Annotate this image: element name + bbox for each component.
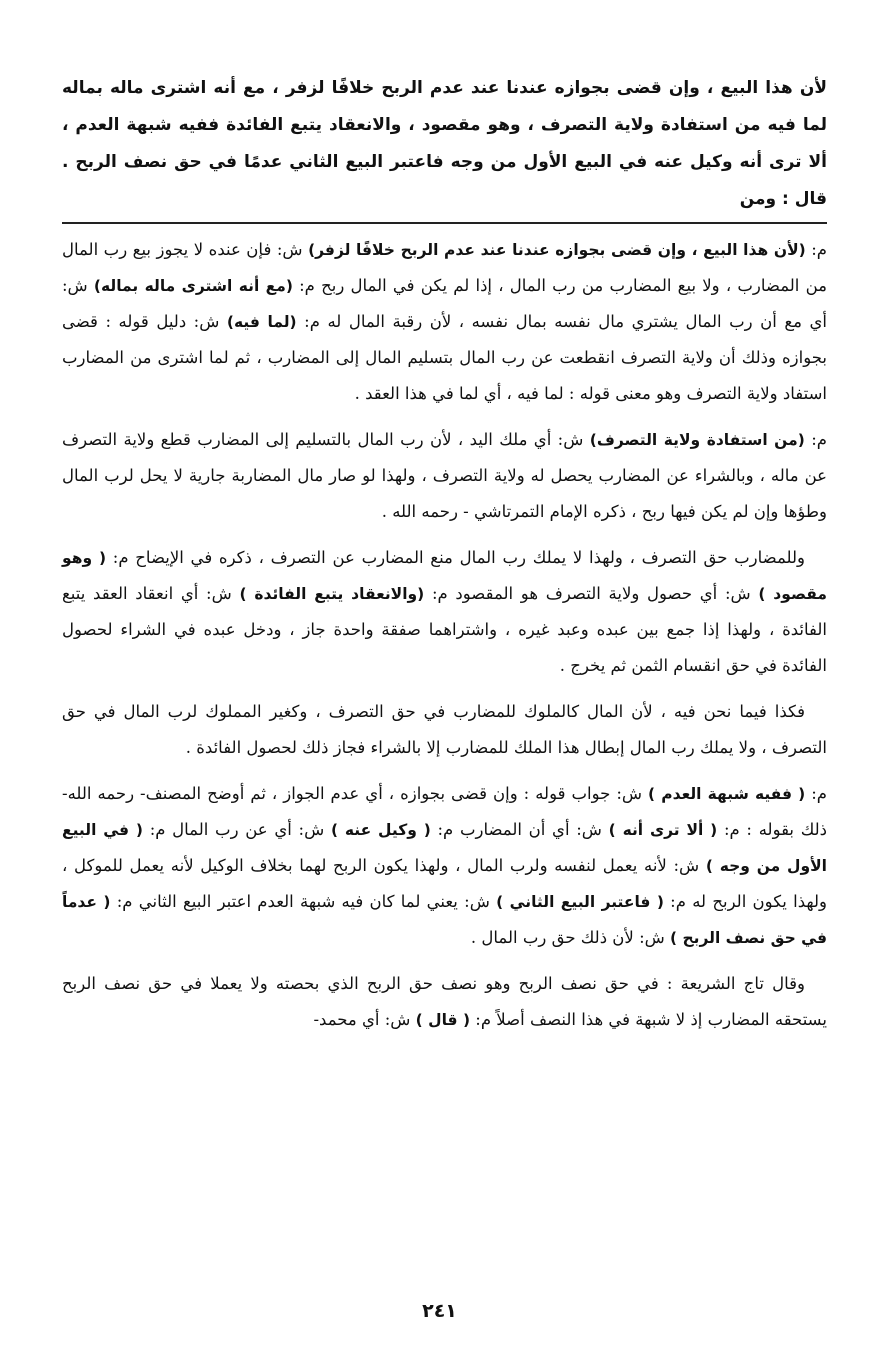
quoted-matn: ( عدماً في حق نصف الربح ) bbox=[62, 893, 827, 947]
segment: ش: أي انعقاد العقد يتبع الفائدة ، ولهذا إذا جمع بين عبده وعبد غيره ، واشتراهما صفقة واحدة جاز ، ودخل عبده في الشراء لحصول الفائدة في حق انقسام الثمن ثم يخرج . bbox=[62, 584, 827, 675]
quoted-matn: (مع أنه اشترى ماله بماله) bbox=[93, 277, 293, 295]
segment: ش: أي مع أن رب المال يشتري مال نفسه بمال نفسه ، لأن رقبة المال له م: bbox=[62, 276, 827, 331]
quoted-matn: (لأن هذا البيع ، وإن قضى بجوازه عندنا عند عدم الربح خلافًا لزفر) bbox=[308, 241, 806, 259]
segment: ش: أي محمد- bbox=[313, 1010, 416, 1029]
quoted-matn: (والانعقاد يتبع الفائدة ) bbox=[239, 585, 425, 603]
quoted-matn: ( وهو مقصود ) bbox=[62, 549, 827, 603]
segment: ش: أي عن رب المال م: bbox=[143, 820, 331, 839]
quoted-matn: (من استفادة ولاية التصرف) bbox=[589, 431, 805, 449]
segment: ش: أي حصول ولاية التصرف هو المقصود م: bbox=[424, 584, 759, 603]
commentary-paragraph-2 bbox=[62, 422, 827, 530]
segment: ش: دليل قوله : قضى بجوازه وذلك أن ولاية التصرف انقطعت عن رب المال بتسليم المال إلى المضارب ، ثم لما اشترى من المضارب استفاد ولاية التصرف وهو معنى قوله : لما فيه ، أي لما في هذا العقد . bbox=[62, 312, 827, 403]
segment: ش: لأن ذلك حق رب المال . bbox=[470, 928, 671, 947]
main-text-block bbox=[62, 70, 827, 218]
segment: ش: لأنه يعمل لنفسه ولرب المال ، ولهذا يكون الربح لهما بخلاف الوكيل لأنه يعمل للموكل ، ولهذا يكون الربح له م: bbox=[62, 856, 827, 911]
quoted-matn: (لما فيه) bbox=[226, 313, 297, 331]
quoted-matn: ( ففيه شبهة العدم ) bbox=[648, 785, 806, 803]
commentary-paragraph-4 bbox=[62, 694, 827, 766]
commentary-paragraph-3 bbox=[62, 540, 827, 684]
segment: م: bbox=[804, 430, 827, 449]
segment: ش: جواب قوله : وإن قضى بجوازه ، أي عدم الجواز ، ثم أوضح المصنف- رحمه الله- ذلك بقوله : م: bbox=[62, 784, 828, 839]
segment: م: bbox=[805, 784, 827, 803]
commentary-block bbox=[62, 232, 827, 1048]
segment: ش: أي ملك اليد ، لأن رب المال بالتسليم إلى المضارب قطع ولاية التصرف عن ماله ، وبالشراء عن المضارب يحصل له ولاية التصرف ، ولهذا لو صار مال المضاربة جارية لا يحل لرب المال وطؤها وإن لم يكن فيها ربح ، ذكره الإمام التمرتاشي - رحمه الله . bbox=[62, 430, 827, 521]
segment: ش: يعني لما كان فيه شبهة العدم اعتبر البيع الثاني م: bbox=[110, 892, 497, 911]
quoted-matn: ( ألا ترى أنه ) bbox=[608, 821, 718, 839]
quoted-matn: ( فاعتبر البيع الثاني ) bbox=[496, 893, 664, 911]
segment: وللمضارب حق التصرف ، ولهذا لا يملك رب المال منع المضارب عن التصرف ، ذكره في الإيضاح م: bbox=[106, 548, 805, 567]
page-number: ٢٤١ bbox=[422, 1300, 457, 1322]
segment: ش: أي أن المضارب م: bbox=[430, 820, 609, 839]
segment: ش: فإن عنده لا يجوز بيع رب المال من المضارب ، ولا بيع المضارب من رب المال ، إذا لم يكن في المال ربح م: bbox=[62, 240, 827, 295]
quoted-matn: ( في البيع الأول من وجه ) bbox=[62, 821, 827, 875]
segment: فكذا فيما نحن فيه ، لأن المال كالملوك للمضارب في حق التصرف ، وكغير المملوك لرب المال في حق التصرف ، ولا يملك رب المال إبطال هذا الملك للمضارب إلا بالشراء فجاز ذلك لحصول الفائدة . bbox=[62, 702, 827, 757]
separator-rule bbox=[62, 222, 827, 224]
quoted-matn: ( قال ) bbox=[415, 1011, 471, 1029]
main-text: لأن هذا البيع ، وإن قضى بجوازه عندنا عند عدم الربح خلافًا لزفر ، مع أنه اشترى ماله بماله لما فيه من استفادة ولاية التصرف ، وهو مقصود ، والانعقاد يتبع الفائدة ففيه شبهة العدم ، ألا ترى أنه وكيل عنه في البيع الأول من وجه فاعتبر البيع الثاني عدمًا في حق نصف الربح . قال : ومن bbox=[62, 78, 827, 209]
segment: م: bbox=[805, 240, 827, 259]
commentary-paragraph-1 bbox=[62, 232, 827, 412]
commentary-paragraph-6 bbox=[62, 966, 827, 1038]
commentary-paragraph-5 bbox=[62, 776, 827, 956]
quoted-matn: ( وكيل عنه ) bbox=[330, 821, 431, 839]
segment: وقال تاج الشريعة : في حق نصف الربح وهو نصف حق الربح الذي بحصته ولا يعملا في حق نصف الربح يستحقه المضارب إذ لا شبهة في هذا النصف أصلاً م: bbox=[62, 974, 827, 1029]
